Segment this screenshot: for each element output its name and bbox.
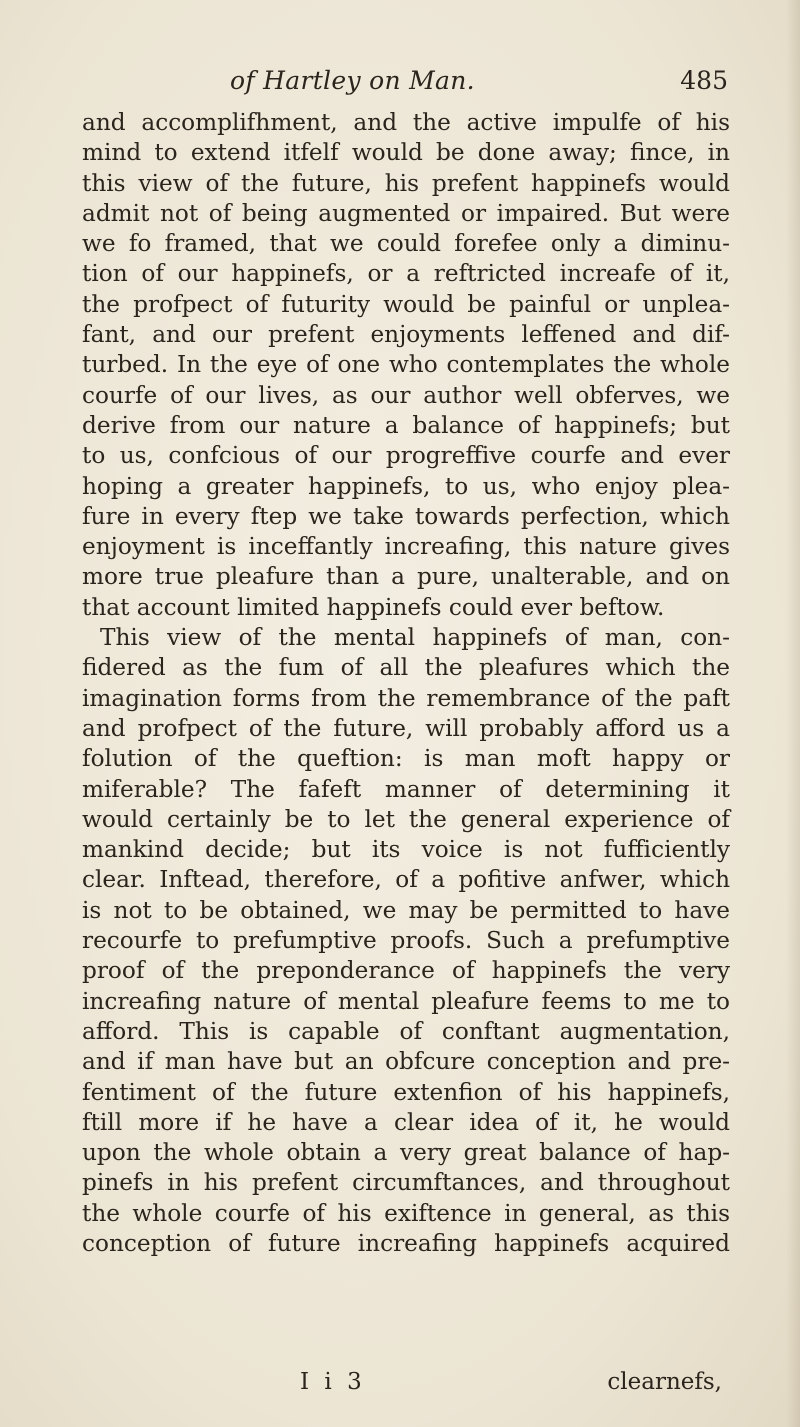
text-line: upon the whole obtain a very great balance of hap- (82, 1139, 730, 1167)
text-line: ftill more if he have a clear idea of it, he would (82, 1108, 730, 1136)
running-title: of Hartley on Man. (230, 66, 475, 95)
text-line: would certainly be to let the general experience of (82, 805, 730, 833)
text-line: fentiment of the future extenfion of his happinefs, (82, 1078, 730, 1106)
text-line: we fo framed, that we could forefee only a diminu- (82, 230, 730, 258)
text-line: is not to be obtained, we may be permitted to have (82, 896, 730, 924)
page-footer (82, 1369, 730, 1401)
text-line: This view of the mental happinefs of man, con- (100, 624, 730, 652)
text-line: to us, confcious of our progreffive courfe and ever (82, 442, 730, 470)
text-line: courfe of our lives, as our author well obferves, we (82, 381, 730, 409)
text-line: conception of future increafing happinefs acquired (82, 1229, 730, 1257)
text-line: mind to extend itfelf would be done away; fince, in (82, 139, 730, 167)
text-line: hoping a greater happinefs, to us, who enjoy plea- (82, 472, 730, 500)
text-line: and accomplifhment, and the active impulfe of his (82, 109, 730, 136)
text-line: imagination forms from the remembrance of the paft (82, 684, 730, 712)
text-line: admit not of being augmented or impaired. But were (82, 199, 730, 227)
text-line: mankind decide; but its voice is not fufficiently (82, 836, 730, 864)
text-line: the whole courfe of his exiftence in general, as this (82, 1199, 730, 1227)
text-line: turbed. In the eye of one who contemplates the whole (82, 351, 730, 379)
text-line: that account limited happinefs could ever beftow. (82, 593, 665, 621)
text-line: recourfe to prefumptive proofs. Such a prefumptive (82, 927, 730, 955)
text-line: the profpect of futurity would be painful or unplea- (82, 290, 730, 318)
text-line: pinefs in his prefent circumftances, and throughout (82, 1169, 730, 1197)
text-line: folution of the queftion: is man moft happy or (82, 745, 730, 773)
catchword: clearnefs, (607, 1369, 722, 1395)
text-line: derive from our nature a balance of happinefs; but (82, 411, 730, 439)
page-edge-shadow (786, 0, 800, 1427)
text-line: clear. Inftead, therefore, of a pofitive anfwer, which (82, 866, 730, 894)
text-line: and profpect of the future, will probably afford us a (82, 714, 730, 742)
text-line: enjoyment is inceffantly increafing, this nature gives (82, 533, 730, 561)
text-line: tion of our happinefs, or a reftricted increafe of it, (82, 260, 730, 288)
signature-mark: I i 3 (300, 1369, 366, 1395)
body-text (82, 108, 730, 1259)
text-line: proof of the preponderance of happinefs the very (82, 957, 730, 985)
text-line: fure in every ftep we take towards perfection, which (82, 502, 730, 530)
page-number: 485 (680, 66, 728, 95)
text-line: this view of the future, his prefent happinefs would (82, 169, 730, 197)
page-header (90, 62, 740, 102)
text-line: fidered as the fum of all the pleafures which the (82, 654, 730, 682)
text-line: increafing nature of mental pleafure feems to me to (82, 987, 730, 1015)
text-line: miferable? The fafeft manner of determining it (82, 775, 730, 803)
text-line: afford. This is capable of conftant augmentation, (82, 1017, 730, 1045)
text-line: fant, and our prefent enjoyments leffened and dif- (82, 321, 730, 349)
text-line: more true pleafure than a pure, unalterable, and on (82, 563, 730, 591)
text-line: and if man have but an obfcure conception and pre- (82, 1048, 730, 1076)
